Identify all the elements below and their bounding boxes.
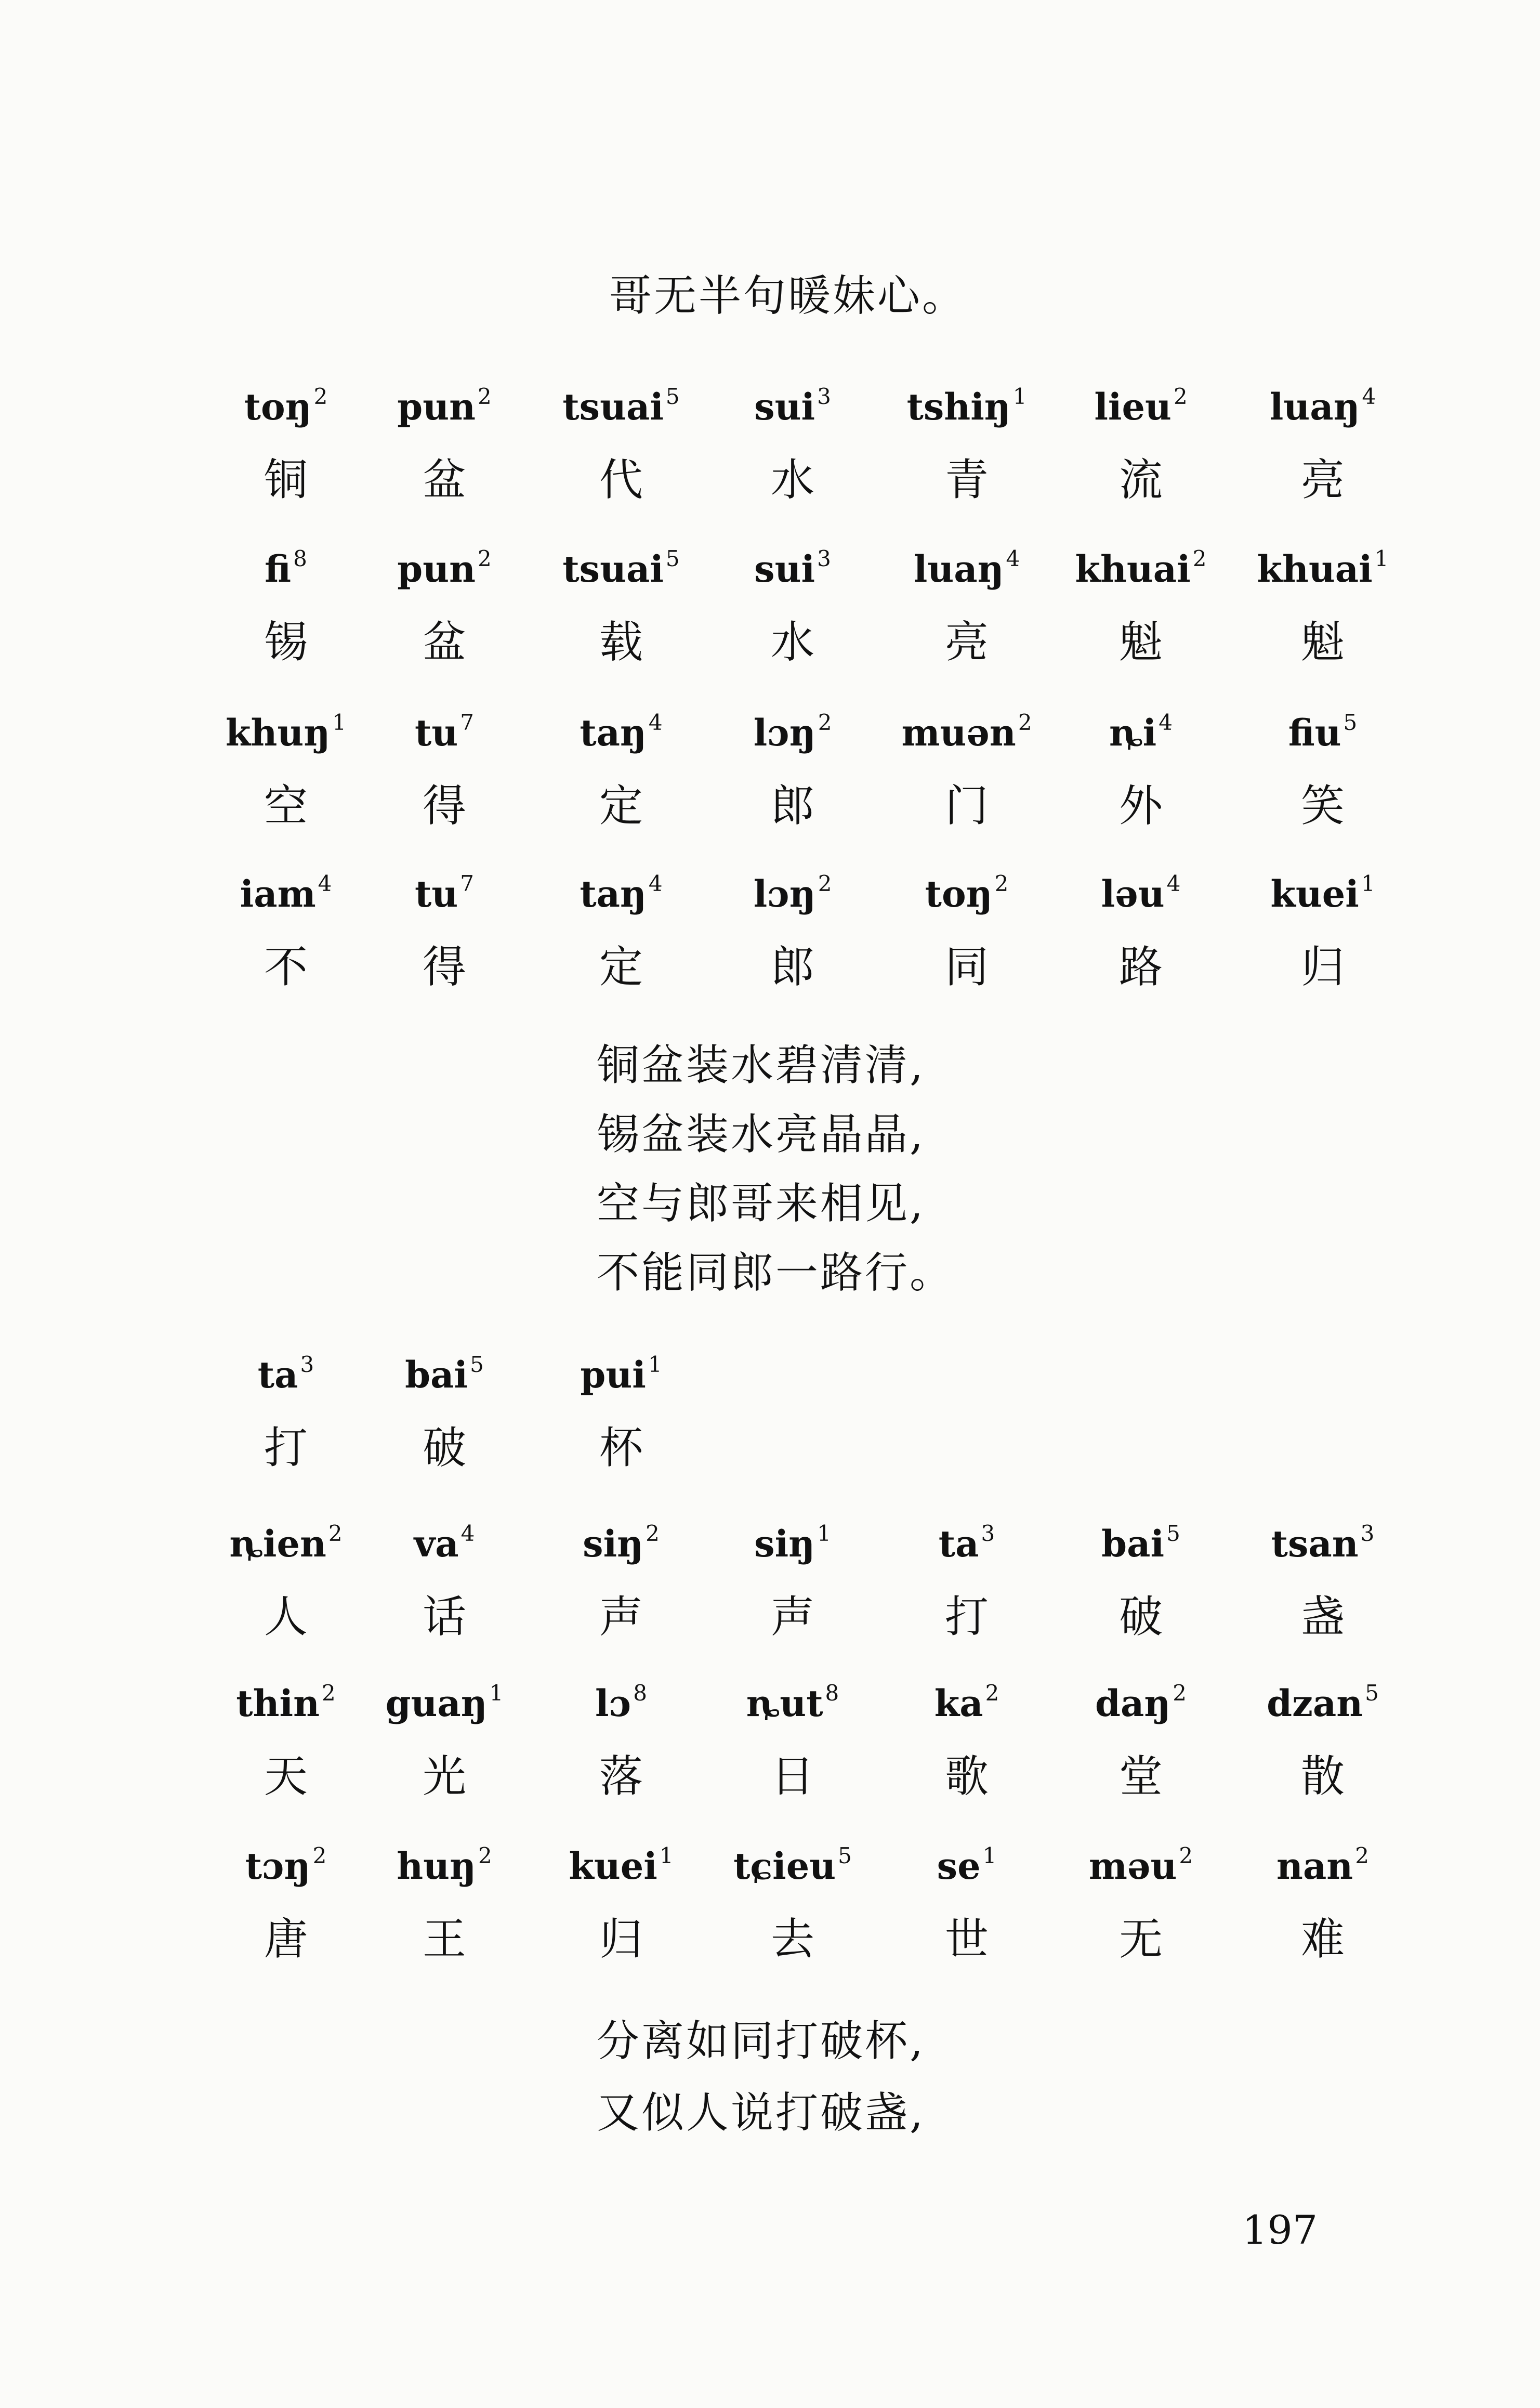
hanzi: 人 <box>264 1591 308 1642</box>
hanzi: 得 <box>422 780 466 831</box>
romanization-text: luaŋ <box>1269 385 1360 428</box>
romanization <box>707 1680 878 1725</box>
romanization-text: kuei <box>569 1844 657 1888</box>
hanzi: 话 <box>422 1591 466 1642</box>
romanization <box>707 384 878 428</box>
hanzi: 破 <box>1118 1591 1163 1642</box>
tone-number: 2 <box>328 1521 343 1546</box>
stanza2-translation-line-1: 分离如同打破杯, <box>597 2017 926 2066</box>
romanization-text: tsuai <box>562 547 664 591</box>
romanization <box>1237 1680 1409 1725</box>
romanization <box>1237 1843 1409 1888</box>
hanzi: 落 <box>599 1751 643 1802</box>
stanza2-translation-line-2: 又似人说打破盏, <box>597 2088 926 2138</box>
tone-number: 1 <box>659 1843 674 1868</box>
romanization <box>707 1843 878 1888</box>
romanization-text: se <box>937 1844 981 1888</box>
hanzi: 亮 <box>944 617 989 668</box>
hanzi: 王 <box>422 1914 466 1965</box>
tone-number: 2 <box>313 384 328 409</box>
romanization-text: pun <box>397 547 476 591</box>
hanzi: 光 <box>422 1751 466 1802</box>
stanza1-translation-line-2: 锡盆装水亮晶晶, <box>597 1110 926 1159</box>
romanization <box>707 871 878 915</box>
hanzi: 归 <box>599 1914 643 1965</box>
romanization-text: fiu <box>1288 711 1341 754</box>
hanzi: 打 <box>264 1422 308 1473</box>
romanization-text: kuei <box>1270 872 1359 915</box>
romanization <box>707 546 878 591</box>
romanization <box>535 1352 707 1396</box>
tone-number: 2 <box>994 871 1009 896</box>
romanization <box>535 1521 707 1565</box>
romanization <box>881 384 1052 428</box>
tone-number: 2 <box>1355 1843 1369 1868</box>
tone-number: 2 <box>478 384 492 409</box>
romanization-text: lɔŋ <box>753 872 816 915</box>
hanzi: 代 <box>599 454 643 505</box>
hanzi: 打 <box>944 1591 989 1642</box>
romanization-text: luaŋ <box>913 547 1004 591</box>
tone-number: 2 <box>1179 1843 1193 1868</box>
romanization-text: iam <box>240 872 316 915</box>
tone-number: 1 <box>489 1680 504 1706</box>
romanization-text: tɕieu <box>733 1844 836 1888</box>
hanzi: 门 <box>944 780 989 831</box>
tone-number: 2 <box>312 1843 327 1868</box>
hanzi: 日 <box>770 1751 814 1802</box>
romanization <box>1055 1843 1227 1888</box>
tone-number: 3 <box>1360 1521 1375 1546</box>
tone-number: 5 <box>1166 1521 1180 1546</box>
romanization <box>881 1521 1052 1565</box>
romanization-text: khuŋ <box>226 711 331 754</box>
hanzi: 不 <box>264 941 308 992</box>
romanization-text: guaŋ <box>385 1682 488 1725</box>
romanization-text: tsan <box>1271 1522 1359 1565</box>
title-line: 哥无半句暖妹心。 <box>609 271 967 321</box>
romanization <box>359 871 530 915</box>
romanization-text: tu <box>415 872 458 915</box>
hanzi: 堂 <box>1118 1751 1163 1802</box>
tone-number: 2 <box>646 1521 660 1546</box>
romanization-text: bai <box>405 1353 468 1396</box>
romanization-text: khuai <box>1075 547 1191 591</box>
romanization <box>881 1680 1052 1725</box>
hanzi: 盏 <box>1300 1591 1345 1642</box>
romanization <box>707 1521 878 1565</box>
romanization-text: siŋ <box>754 1522 815 1565</box>
page-number: 197 <box>1242 2207 1318 2253</box>
tone-number: 1 <box>1374 546 1389 571</box>
tone-number: 4 <box>1159 710 1173 735</box>
tone-number: 2 <box>478 1843 492 1868</box>
romanization-text: lɔŋ <box>753 711 816 754</box>
romanization <box>535 1680 707 1725</box>
romanization <box>1237 710 1409 754</box>
romanization-text: ȵien <box>229 1522 326 1565</box>
hanzi: 盆 <box>422 454 466 505</box>
hanzi: 魁 <box>1118 617 1163 668</box>
romanization-text: məu <box>1088 1844 1177 1888</box>
tone-number: 3 <box>817 384 831 409</box>
romanization-text: daŋ <box>1095 1682 1171 1725</box>
tone-number: 5 <box>838 1843 852 1868</box>
tone-number: 2 <box>478 546 492 571</box>
tone-number: 1 <box>648 1352 662 1377</box>
romanization-text: bai <box>1101 1522 1165 1565</box>
hanzi: 去 <box>770 1914 814 1965</box>
tone-number: 1 <box>982 1843 997 1868</box>
tone-number: 2 <box>1018 710 1032 735</box>
tone-number: 5 <box>665 384 680 409</box>
hanzi: 路 <box>1118 941 1163 992</box>
tone-number: 2 <box>818 871 832 896</box>
tone-number: 8 <box>293 546 307 571</box>
tone-number: 5 <box>470 1352 484 1377</box>
tone-number: 3 <box>817 546 831 571</box>
romanization-text: ȵut <box>746 1682 823 1725</box>
romanization-text: lieu <box>1094 385 1172 428</box>
tone-number: 1 <box>1361 871 1375 896</box>
tone-number: 5 <box>1343 710 1358 735</box>
romanization-text: ləu <box>1101 872 1165 915</box>
tone-number: 4 <box>460 1521 475 1546</box>
romanization <box>1237 1521 1409 1565</box>
hanzi: 流 <box>1118 454 1163 505</box>
romanization-text: ka <box>934 1682 983 1725</box>
hanzi: 郎 <box>770 780 814 831</box>
hanzi: 无 <box>1118 1914 1163 1965</box>
romanization-text: toŋ <box>925 872 993 915</box>
romanization <box>535 1843 707 1888</box>
hanzi: 天 <box>264 1751 308 1802</box>
romanization-text: sui <box>754 547 815 591</box>
hanzi: 唐 <box>264 1914 308 1965</box>
romanization <box>535 384 707 428</box>
hanzi: 锡 <box>264 617 308 668</box>
tone-number: 8 <box>633 1680 647 1706</box>
hanzi: 散 <box>1300 1751 1345 1802</box>
romanization-text: toŋ <box>244 385 312 428</box>
romanization <box>1237 871 1409 915</box>
tone-number: 3 <box>981 1521 995 1546</box>
tone-number: 7 <box>460 710 474 735</box>
romanization <box>535 546 707 591</box>
hanzi: 青 <box>944 454 989 505</box>
tone-number: 4 <box>648 871 663 896</box>
hanzi: 同 <box>944 941 989 992</box>
tone-number: 4 <box>648 710 663 735</box>
romanization-text: taŋ <box>580 711 647 754</box>
romanization <box>200 546 372 591</box>
romanization <box>200 1521 372 1565</box>
romanization <box>200 1680 372 1725</box>
tone-number: 7 <box>460 871 474 896</box>
tone-number: 8 <box>825 1680 839 1706</box>
hanzi: 郎 <box>770 941 814 992</box>
romanization-text: tshiŋ <box>906 385 1011 428</box>
romanization-text: ta <box>257 1353 298 1396</box>
hanzi: 铜 <box>264 454 308 505</box>
romanization-text: tsuai <box>562 385 664 428</box>
romanization-text: pui <box>580 1353 646 1396</box>
hanzi: 破 <box>422 1422 466 1473</box>
tone-number: 4 <box>318 871 332 896</box>
hanzi: 载 <box>599 617 643 668</box>
tone-number: 1 <box>332 710 346 735</box>
romanization <box>200 1352 372 1396</box>
romanization <box>359 1352 530 1396</box>
romanization-text: huŋ <box>397 1844 476 1888</box>
hanzi: 归 <box>1300 941 1345 992</box>
romanization <box>881 546 1052 591</box>
romanization <box>881 871 1052 915</box>
hanzi: 外 <box>1118 780 1163 831</box>
hanzi: 定 <box>599 780 643 831</box>
romanization <box>1055 546 1227 591</box>
hanzi: 声 <box>599 1591 643 1642</box>
romanization <box>359 710 530 754</box>
romanization <box>1237 384 1409 428</box>
romanization-text: sui <box>754 385 815 428</box>
hanzi: 定 <box>599 941 643 992</box>
hanzi: 水 <box>770 454 814 505</box>
romanization <box>1055 384 1227 428</box>
romanization-text: ta <box>938 1522 979 1565</box>
hanzi: 得 <box>422 941 466 992</box>
tone-number: 2 <box>985 1680 999 1706</box>
romanization <box>707 710 878 754</box>
romanization <box>1055 871 1227 915</box>
tone-number: 3 <box>300 1352 314 1377</box>
tone-number: 2 <box>1192 546 1207 571</box>
hanzi: 魁 <box>1300 617 1345 668</box>
tone-number: 4 <box>1166 871 1181 896</box>
hanzi: 声 <box>770 1591 814 1642</box>
tone-number: 4 <box>1006 546 1020 571</box>
hanzi: 空 <box>264 780 308 831</box>
hanzi: 难 <box>1300 1914 1345 1965</box>
romanization <box>359 546 530 591</box>
romanization-text: siŋ <box>583 1522 644 1565</box>
romanization-text: taŋ <box>580 872 647 915</box>
romanization <box>1237 546 1409 591</box>
romanization-text: nan <box>1276 1844 1353 1888</box>
stanza1-translation-line-1: 铜盆装水碧清清, <box>597 1041 926 1090</box>
stanza1-translation-line-3: 空与郎哥来相见, <box>597 1179 926 1228</box>
tone-number: 2 <box>1173 384 1188 409</box>
romanization <box>881 1843 1052 1888</box>
tone-number: 2 <box>1173 1680 1187 1706</box>
hanzi: 水 <box>770 617 814 668</box>
romanization <box>359 1521 530 1565</box>
tone-number: 5 <box>665 546 680 571</box>
tone-number: 2 <box>321 1680 336 1706</box>
romanization <box>200 710 372 754</box>
romanization-text: muən <box>901 711 1016 754</box>
romanization <box>1055 1680 1227 1725</box>
romanization <box>1055 1521 1227 1565</box>
romanization-text: tɔŋ <box>245 1844 311 1888</box>
romanization <box>881 710 1052 754</box>
romanization <box>535 871 707 915</box>
romanization <box>535 710 707 754</box>
tone-number: 5 <box>1365 1680 1379 1706</box>
romanization-text: pun <box>397 385 476 428</box>
tone-number: 2 <box>818 710 832 735</box>
romanization-text: lɔ <box>595 1682 631 1725</box>
tone-number: 4 <box>1362 384 1376 409</box>
romanization-text: tu <box>415 711 458 754</box>
hanzi: 杯 <box>599 1422 643 1473</box>
romanization-text: va <box>414 1522 459 1565</box>
tone-number: 1 <box>817 1521 831 1546</box>
romanization <box>200 1843 372 1888</box>
hanzi: 歌 <box>944 1751 989 1802</box>
romanization-text: thin <box>236 1682 320 1725</box>
hanzi: 笑 <box>1300 780 1345 831</box>
romanization <box>200 871 372 915</box>
hanzi: 亮 <box>1300 454 1345 505</box>
stanza1-translation-line-4: 不能同郎一路行。 <box>597 1248 955 1298</box>
romanization-text: dzan <box>1267 1682 1363 1725</box>
romanization-text: ȵi <box>1109 711 1157 754</box>
romanization-text: khuai <box>1257 547 1373 591</box>
romanization <box>359 384 530 428</box>
romanization <box>359 1843 530 1888</box>
hanzi: 世 <box>944 1914 989 1965</box>
romanization <box>359 1680 530 1725</box>
hanzi: 盆 <box>422 617 466 668</box>
romanization <box>200 384 372 428</box>
tone-number: 1 <box>1012 384 1027 409</box>
romanization-text: fi <box>265 547 292 591</box>
romanization <box>1055 710 1227 754</box>
